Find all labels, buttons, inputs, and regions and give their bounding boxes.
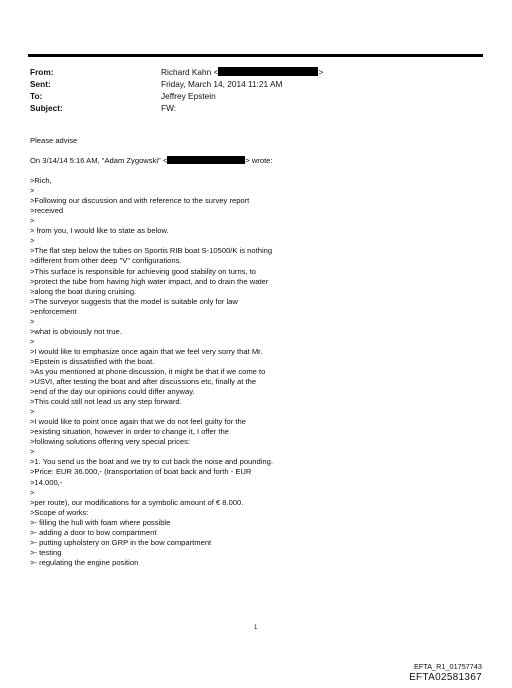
document-id-small: EFTA_R1_01757743 — [413, 662, 482, 671]
quoted-message — [30, 176, 490, 568]
quoted-line: >The surveyor suggests that the model is suitable only for law — [30, 296, 238, 306]
quoted-line: >This surface is responsible for achieving good stability on turns, to — [30, 266, 257, 276]
quoted-line: >what is obviously not true. — [30, 326, 122, 336]
quoted-line: >along the boat during cruising. — [30, 286, 137, 296]
subject-value: FW: — [161, 103, 177, 113]
quoted-line: > — [30, 316, 35, 326]
quoted-line: >Price: EUR 36.000,- (transportation of boat back and forth - EUR — [30, 467, 252, 477]
quoted-line: >following solutions offering very special prices: — [30, 437, 191, 447]
quoted-line: > — [30, 216, 35, 226]
spacer — [30, 146, 490, 156]
quoted-line: > — [30, 336, 35, 346]
quoted-line: >Rich, — [30, 176, 52, 186]
quoted-line: > from you, I would like to state as below. — [30, 226, 169, 236]
opening-line: Please advise — [30, 136, 78, 145]
quoted-line: >- testing — [30, 547, 62, 557]
quote-intro-before: On 3/14/14 5:16 AM, "Adam Zygowski" < — [30, 156, 168, 166]
quoted-line: >Epstein is dissatisfied with the boat. — [30, 356, 155, 366]
quoted-line: >Following our discussion and with reference to the survey report — [30, 196, 250, 206]
quoted-line: >14.000,- — [30, 477, 63, 487]
quoted-line: >- filling the hull with foam where possible — [30, 517, 171, 527]
quote-intro-after: > wrote: — [245, 156, 273, 166]
quoted-line: > — [30, 447, 35, 457]
quoted-line: >- adding a door to bow compartment — [30, 527, 157, 537]
quoted-line: >This could still not lead us any step forward. — [30, 397, 182, 407]
quoted-line: >USVI, after testing the boat and after discussions etc, finally at the — [30, 377, 257, 387]
quoted-line: > — [30, 407, 35, 417]
quoted-line: >different from other deep "V" configurations. — [30, 256, 182, 266]
from-label: From: — [30, 67, 54, 77]
subject-label: Subject: — [30, 103, 63, 113]
quote-intro — [30, 156, 490, 166]
to-label: To: — [30, 91, 43, 101]
email-body — [30, 136, 490, 568]
quoted-line: >I would like to emphasize once again that we feel very sorry that Mr. — [30, 346, 263, 356]
page-number: 1 — [254, 625, 258, 631]
quoted-line: >- putting upholstery on GRP in the bow compartment — [30, 537, 212, 547]
quoted-line: >1. You send us the boat and we try to cut back the noise and pounding. — [30, 457, 273, 467]
quoted-line: >The flat step below the tubes on Sportis RIB boat S-10500/K is nothing — [30, 246, 273, 256]
quoted-line: > — [30, 186, 35, 196]
quoted-line: >enforcement — [30, 306, 77, 316]
redaction-box — [167, 156, 245, 164]
to-value: Jeffrey Epstein — [161, 91, 216, 101]
redaction-box — [218, 67, 318, 76]
sent-value: Friday, March 14, 2014 11:21 AM — [161, 79, 283, 89]
quoted-line: >end of the day our opinions could differ anyway. — [30, 387, 195, 397]
quoted-line: >per route), our modifications for a symbolic amount of € 8.000. — [30, 497, 244, 507]
header-rule — [28, 54, 483, 57]
quoted-line: >Scope of works: — [30, 507, 89, 517]
quoted-line: >- regulating the engine position — [30, 557, 139, 567]
quoted-line: > — [30, 487, 35, 497]
sent-label: Sent: — [30, 79, 51, 89]
quoted-line: >As you mentioned at phone discussion, it might be that if we come to — [30, 366, 266, 376]
from-value — [161, 67, 323, 78]
quoted-line: >existing situation, however in order to change it, I offer the — [30, 427, 229, 437]
from-suffix: > — [318, 67, 324, 77]
quoted-line: >I would like to point once again that we do not feel guilty for the — [30, 417, 246, 427]
document-id-large: EFTA02581367 — [409, 672, 482, 683]
quoted-line: > — [30, 236, 35, 246]
spacer — [30, 166, 490, 176]
quoted-line: >protect the tube from having high water impact, and to drain the water — [30, 276, 269, 286]
from-name: Richard Kahn < — [161, 67, 219, 77]
quoted-line: >received — [30, 206, 64, 216]
